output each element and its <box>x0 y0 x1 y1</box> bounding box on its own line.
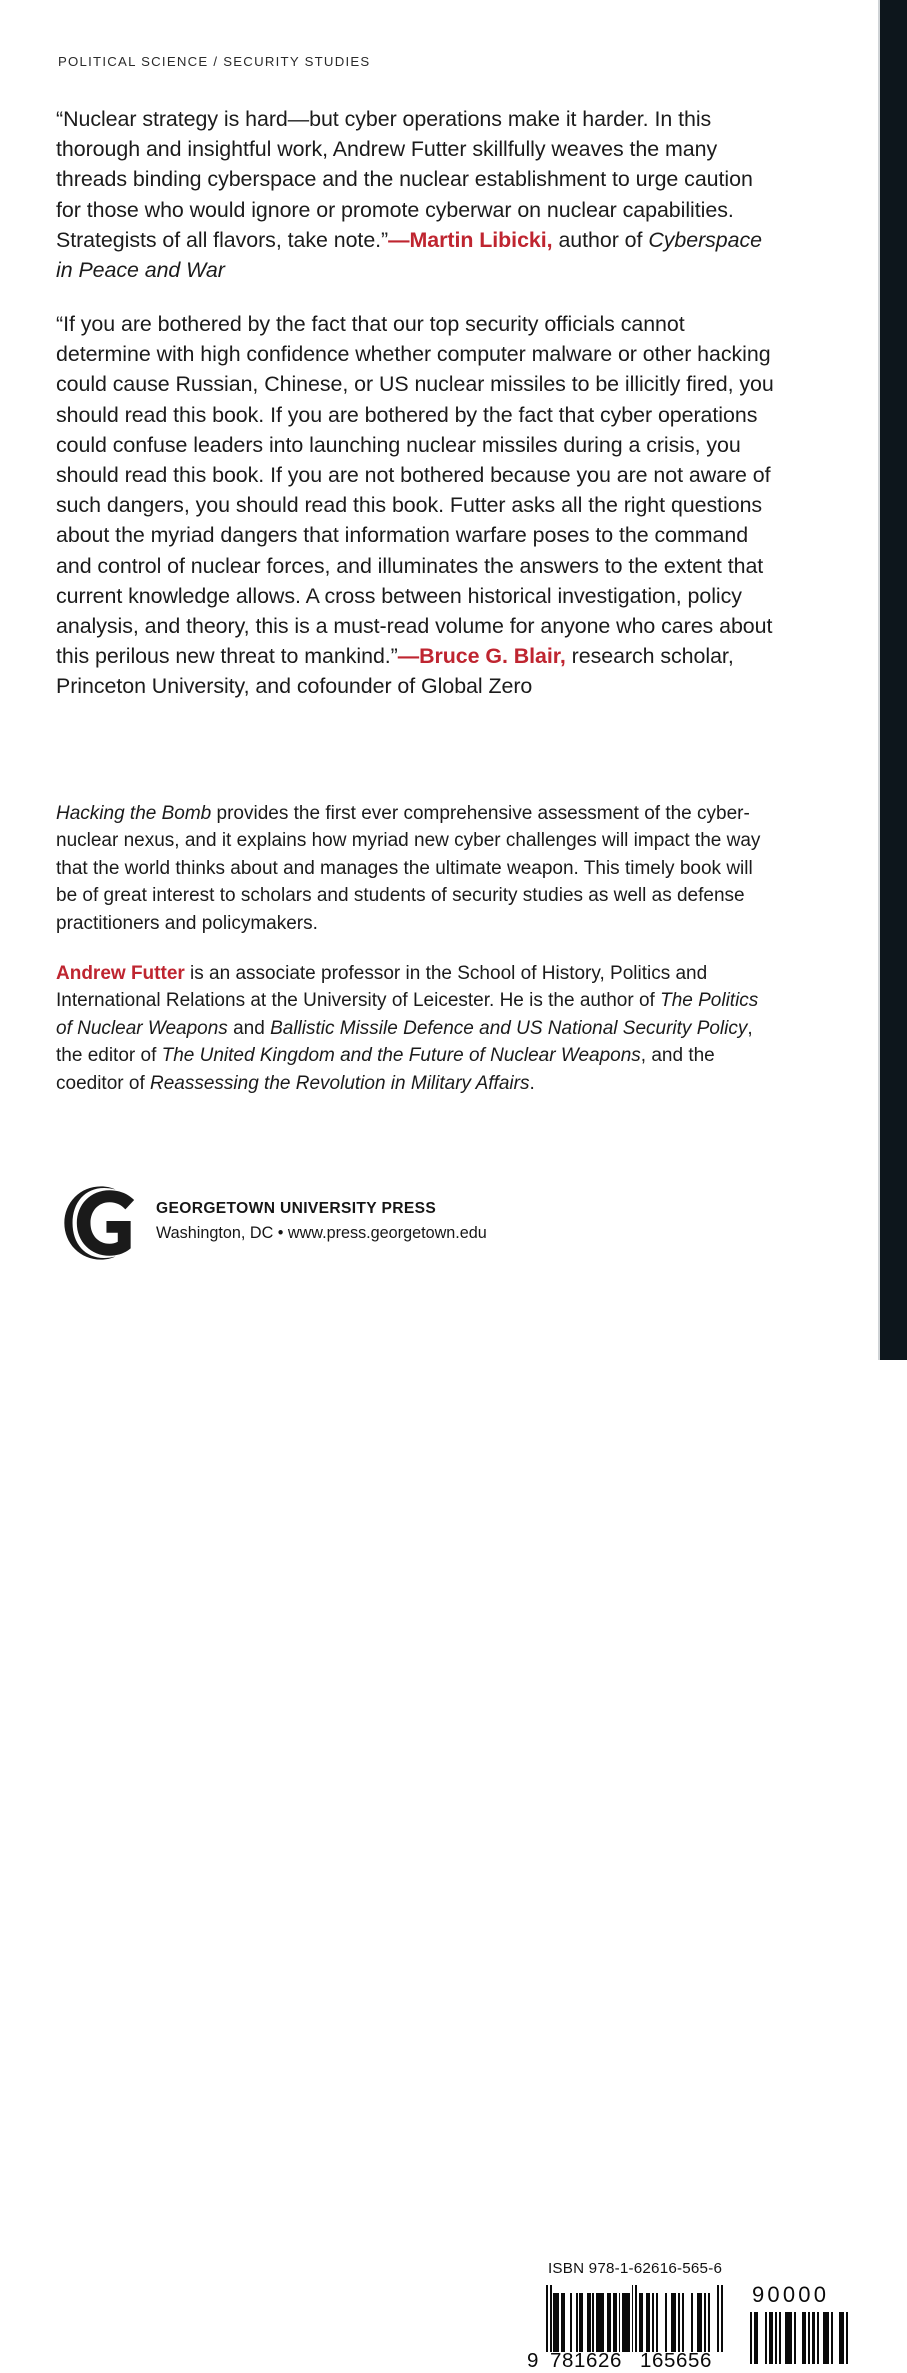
author-bio-part1: is an associate professor in the School of History, Politics and International Relations at the University of Leicester. He is the author of <box>56 963 708 1012</box>
blurb-1-credit: author of <box>552 227 649 252</box>
ean13-lead-digit: 9 <box>527 2349 540 2372</box>
category-line: POLITICAL SCIENCE / SECURITY STUDIES <box>58 54 371 69</box>
book-description <box>56 800 766 937</box>
blurb-2-credit: research scholar, Princeton University, and cofounder of Global Zero <box>56 644 734 699</box>
author-work-4: Reassessing the Revolution in Military Affairs <box>150 1072 530 1094</box>
isbn-label: ISBN 978-1-62616-565-6 <box>548 2260 723 2277</box>
barcode-addon-number: 90000 <box>752 2282 830 2307</box>
spine-band <box>880 0 907 1360</box>
author-work-2: Ballistic Missile Defence and US National Security Policy <box>270 1017 748 1039</box>
ean5-addon-barcode <box>748 2312 848 2364</box>
author-bio-part4: , and the coeditor of <box>56 1045 715 1094</box>
publisher-address: Washington, DC • www.press.georgetown.edu <box>156 1224 487 1242</box>
ean13-group-2: 165656 <box>640 2349 713 2372</box>
ean13-bars <box>546 2285 723 2352</box>
author-work-1: The Politics of Nuclear Weapons <box>56 990 759 1039</box>
ean13-group-1: 781626 <box>550 2349 623 2372</box>
publisher-name: GEORGETOWN UNIVERSITY PRESS <box>156 1200 437 1217</box>
author-bio-part2: and <box>227 1017 271 1039</box>
description-body: provides the first ever comprehensive assessment of the cyber-nuclear nexus, and it explains how myriad new cyber challenges will impact the way that the world thinks about and manages the ultimate weapon. This timely book will be of great interest to scholars and students of security studies as well as defense practitioners and policymakers. <box>56 803 761 934</box>
description-book-title: Hacking the Bomb <box>56 803 212 824</box>
blurb-quote-2 <box>56 309 774 702</box>
blurb-1-credit-title: Cyberspace in Peace and War <box>56 227 762 283</box>
barcode-area <box>0 1128 860 2372</box>
blurb-1-attribution: —Martin Libicki, <box>388 227 553 252</box>
author-work-3: The United Kingdom and the Future of Nuclear Weapons <box>161 1045 641 1067</box>
author-bio <box>56 960 766 1097</box>
blurb-2-text: “If you are bothered by the fact that our top security officials cannot determine with high confidence whether computer malware or other hacking could cause Russian, Chinese, or US nuclear missiles to be illicitly fired, you should read this book. If you are bothered by the fact that cyber operations could confuse leaders into launching nuclear missiles during a crisis, you should read this book. If you are not bothered because you are not aware of such dangers, you should read this book. Futter asks all the right questions about the myriad dangers that information warfare poses to the command and control of nuclear forces, and illuminates the answers to the extent that current knowledge allows. A cross between historical investigation, policy analysis, and theory, this is a must-read volume for anyone who cares about this perilous new threat to mankind.” <box>56 312 774 669</box>
ean5-addon-bars <box>748 2312 848 2364</box>
ean13-barcode <box>546 2285 723 2352</box>
author-name: Andrew Futter <box>56 963 185 984</box>
blurb-2-attribution: —Bruce G. Blair, <box>397 644 566 669</box>
author-bio-part5: . <box>529 1072 535 1094</box>
author-bio-part3: , the editor of <box>56 1017 753 1067</box>
blurb-1-text: “Nuclear strategy is hard—but cyber operations make it harder. In this thorough and insightful work, Andrew Futter skillfully weaves the many threads binding cyberspace and the nuclear establishment to urge caution for those who would ignore or promote cyberwar on nuclear capabilities. Strategists of all flavors, take note.” <box>56 107 753 252</box>
blurb-quote-1 <box>56 104 774 285</box>
